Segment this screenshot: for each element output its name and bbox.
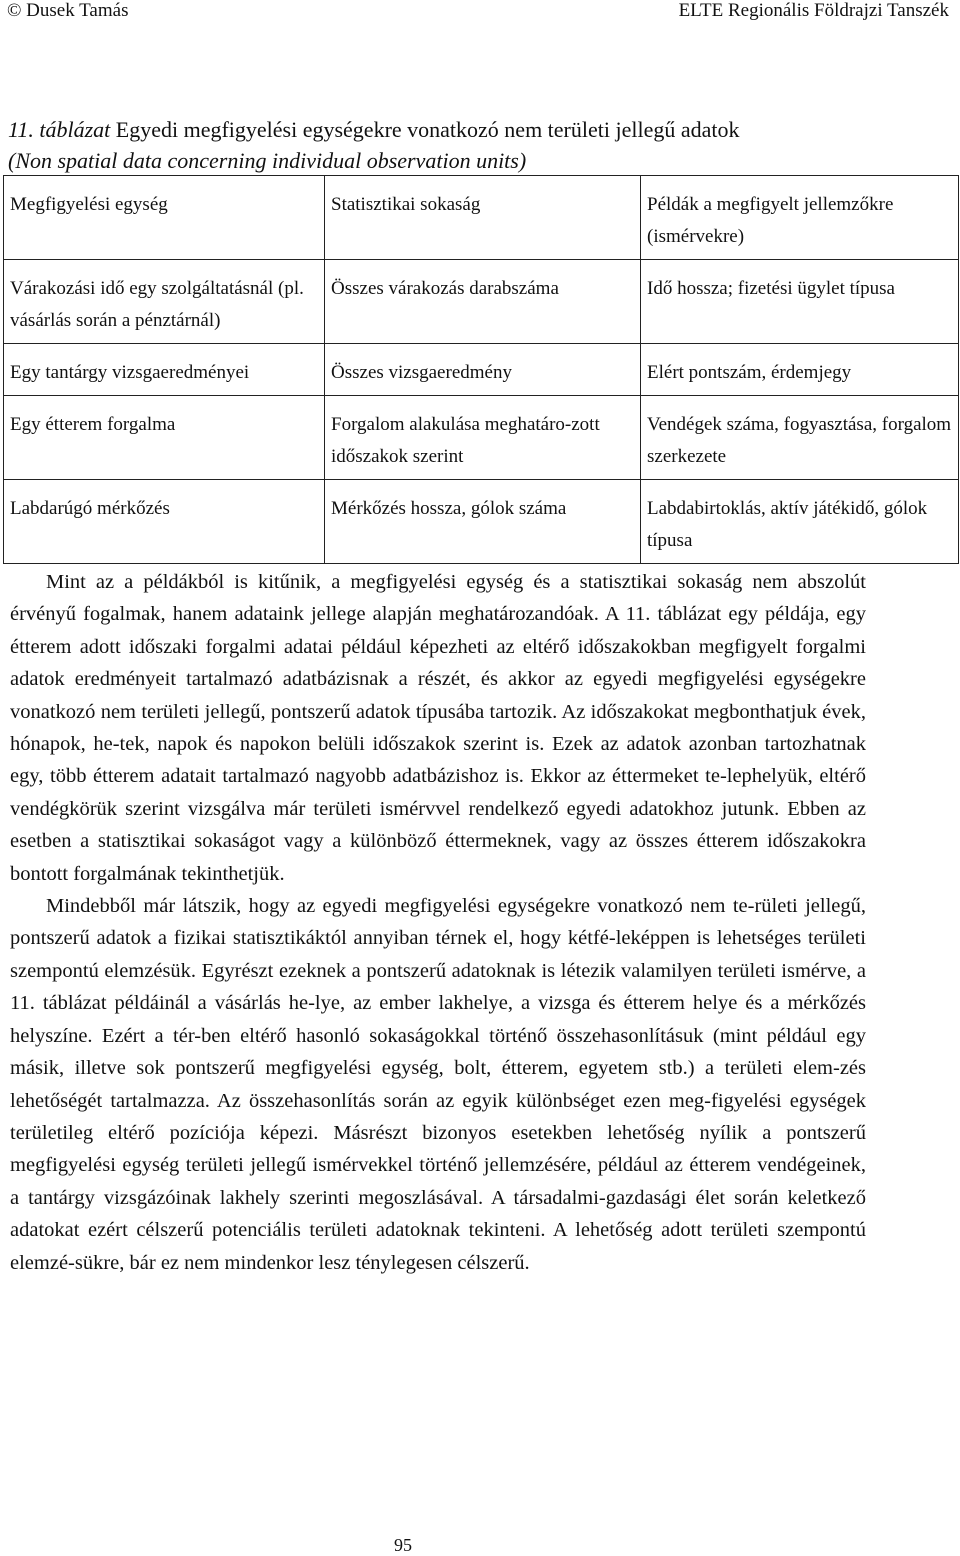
table-header-row: [4, 176, 959, 260]
page-number: 95: [394, 1535, 412, 1555]
header-cell: Példák a megfigyelt jellemzőkre (ismérvekre): [641, 176, 959, 260]
table-cell: Vendégek száma, fogyasztása, forgalom szerkezete: [641, 396, 959, 480]
caption-subtitle: (Non spatial data concerning individual observation units): [8, 148, 527, 173]
table-cell: Várakozási idő egy szolgáltatásnál (pl. vásárlás során a pénztárnál): [4, 260, 325, 344]
paragraph: Mint az a példákból is kitűnik, a megfigyelési egység és a statisztikai sokaság nem abszolút érvényű fogalmak, hanem adataink jellege alapján meghatározandóak. A 11. táblázat egy példája, egy étterem adott időszaki forgalmi adatai például képezheti az eltérő időszakokban megfigyelt forgalmi adatok eredményeit tartalmazó adatbázisnak a részét, és akkor az egyedi megfigyelési egységekre vonatkozó nem területi jellegű, pontszerű adatok típusába tartozik. Az időszakokat megbonthatjuk évek, hónapok, he-tek, napok és napokon belüli időszakok szerint is. Ezek az adatok azonban tartozhatnak egy, több étterem adatait tartalmazó nagyobb adatbázishoz is. Ekkor az éttermeket te-lephelyük, eltérő vendégkörük szerint vizsgálva már területi ismérvvel rendelkező egyedi adatokhoz jutunk. Ebben az esetben a statisztikai sokaságot vagy a különböző éttermeknek, vagy az összes étterem időszakokra bontott forgalmának tekinthetjük.: [10, 571, 866, 885]
table-cell: Idő hossza; fizetési ügylet típusa: [641, 260, 959, 344]
caption-title: Egyedi megfigyelési egységekre vonatkozó nem területi jellegű adatok: [115, 117, 740, 142]
table-cell: Egy tantárgy vizsgaeredményei: [4, 344, 325, 396]
data-table: [3, 175, 959, 564]
header-author: © Dusek Tamás: [7, 0, 129, 21]
caption-title-line: [8, 114, 952, 145]
table-caption: [8, 114, 952, 176]
table-row: [4, 480, 959, 564]
table-row: [4, 396, 959, 480]
page-header: [0, 0, 960, 24]
table-cell: Labdabirtoklás, aktív játékidő, gólok típusa: [641, 480, 959, 564]
table-cell: Összes vizsgaeredmény: [325, 344, 641, 396]
table-row: [4, 260, 959, 344]
caption-label: 11. táblázat: [8, 117, 111, 142]
table-cell: Összes várakozás darabszáma: [325, 260, 641, 344]
table-cell: Labdarúgó mérkőzés: [4, 480, 325, 564]
header-cell: Statisztikai sokaság: [325, 176, 641, 260]
table-cell: Mérkőzés hossza, gólok száma: [325, 480, 641, 564]
table-cell: Elért pontszám, érdemjegy: [641, 344, 959, 396]
table-row: [4, 344, 959, 396]
header-cell: Megfigyelési egység: [4, 176, 325, 260]
header-department: ELTE Regionális Földrajzi Tanszék: [678, 0, 949, 21]
table-cell: Forgalom alakulása meghatáro-zott időszakok szerint: [325, 396, 641, 480]
body-text: [10, 566, 866, 1279]
table-cell: Egy étterem forgalma: [4, 396, 325, 480]
paragraph: Mindebből már látszik, hogy az egyedi megfigyelési egységekre vonatkozó nem te-rületi jellegű, pontszerű adatok a fizikai statisztikáktól annyiban térnek el, hogy kétfé-leképpen is lehetséges területi szempontú elemzésük. Egyrészt ezeknek a pontszerű adatoknak is létezik valamilyen területi ismérve, a 11. táblázat példáinál a vásárlás he-lye, az ember lakhelye, a vizsga és étterem helye és a mérkőzés helyszíne. Ezért a tér-ben eltérő hasonló sokaságokkal történő összehasonlításuk (mint például egy másik, illetve sok pontszerű megfigyelési egység, bolt, étterem, egyetem stb.) a területi elem-zés lehetőségét tartalmazza. Az összehasonlítás során az egyik különbséget ezen meg-figyelési egységek területileg eltérő pozíciója képezi. Másrészt bizonyos esetekben lehetőség nyílik a pontszerű megfigyelési egység területi jellegű ismérvekkel történő jellemzésére, például az étterem vendégeinek, a tantárgy vizsgázóinak lakhely szerinti megoszlásával. A társadalmi-gazdasági élet során keletkező adatokat ezért célszerű potenciális területi adatoknak tekinteni. A lehetőség adott területi szempontú elemzé-sükre, bár ez nem mindenkor lesz ténylegesen célszerű.: [10, 895, 866, 1274]
